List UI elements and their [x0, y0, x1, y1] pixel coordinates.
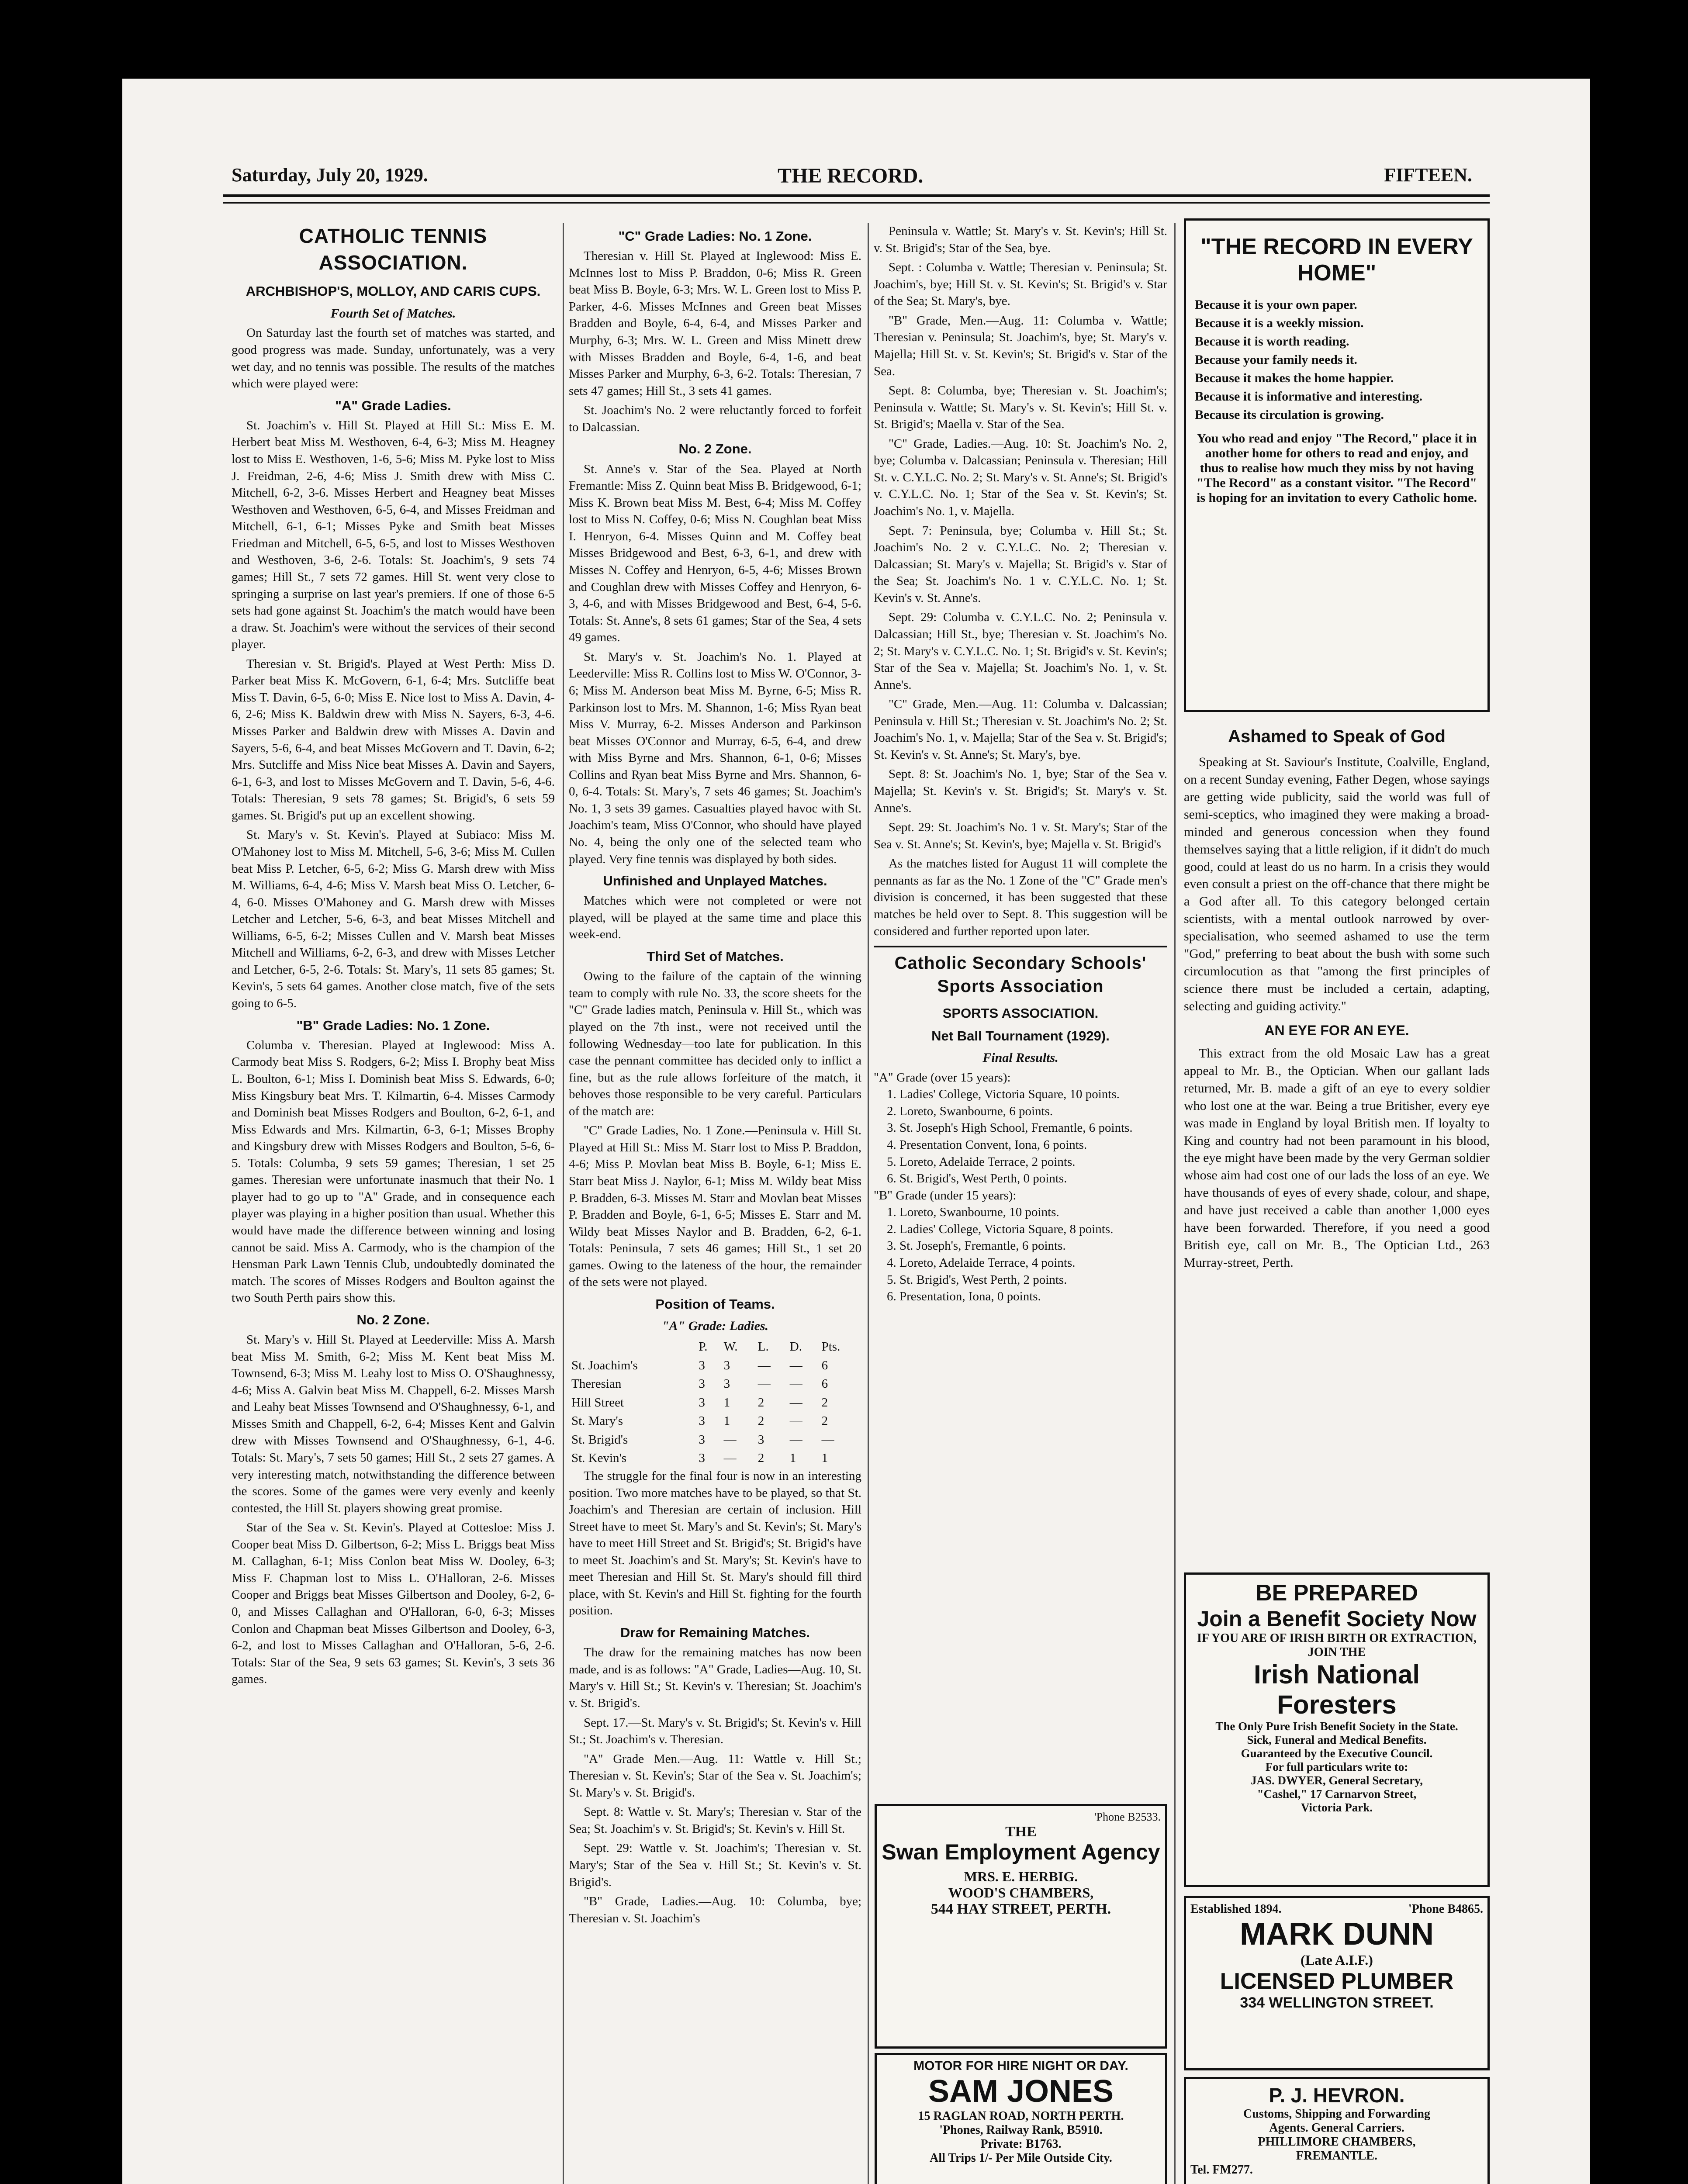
- paragraph: The draw for the remaining matches has now been made, and is as follows: "A" Grade, Ladies—Aug. 10, St. Mary's v. Hill St.; St. Kevin's v. Theresian; St. Joachim's v. St. Brigid's.: [569, 1645, 861, 1710]
- ad-text: Sick, Funeral and Medical Benefits.: [1247, 1733, 1427, 1746]
- ad-text: (Late A.I.F.): [1301, 1952, 1373, 1968]
- table-row: St. Mary's 3 1 2 — 2: [571, 1414, 828, 1428]
- table-row: Hill Street 3 1 2 — 2: [571, 1395, 828, 1410]
- list-item: 5. Loreto, Adelaide Terrace, 2 points.: [887, 1154, 1076, 1169]
- grade-b-results: [874, 1204, 1167, 1305]
- list-item: 1. Loreto, Swanbourne, 10 points.: [887, 1205, 1059, 1220]
- paragraph: Sept. : Columba v. Wattle; Theresian v. Peninsula; St. Joachim's, bye; Hill St. v. St. Kevin's; St. Brigid's v. Star of the Sea; St. Mary's, bye.: [874, 260, 1167, 308]
- standings-header: P. W. L. D. Pts.: [699, 1340, 841, 1354]
- paragraph: St. Joachim's No. 2 were reluctantly forced to forfeit to Dalcassian.: [569, 403, 861, 434]
- ad-text: Guaranteed by the Executive Council.: [1241, 1747, 1433, 1760]
- ad-text: JAS. DWYER, General Secretary,: [1251, 1774, 1423, 1787]
- hevron-ad: [1184, 2077, 1490, 2184]
- tournament-heading: Net Ball Tournament (1929).: [931, 1028, 1110, 1044]
- paragraph: Owing to the failure of the captain of the winning team to comply with rule No. 33, the score sheets for the "C" Grade ladies match, Peninsula v. Hill St., which was played on the 7th inst., were not received until the following Wednesday—too late for publication. In this case the pennant committee has decided only to inflict a fine, but as the rule allows forfeiture of the match, it behoves those responsible to be very careful. Particulars of the match are:: [569, 969, 861, 1118]
- column-3: [874, 223, 1167, 1305]
- standings-table: [569, 1337, 861, 1468]
- column-divider: [563, 223, 564, 2184]
- phone-number: 'Phone B2533.: [1094, 1811, 1161, 1823]
- association-subtitle: SPORTS ASSOCIATION.: [942, 1006, 1099, 1021]
- ad-title: P. J. HEVRON.: [1269, 2084, 1405, 2107]
- grade-heading: "B" Grade Ladies: No. 1 Zone.: [296, 1017, 490, 1033]
- sam-jones-ad: [875, 2053, 1167, 2184]
- ad-text: All Trips 1/- Per Mile Outside City.: [930, 2151, 1112, 2165]
- foresters-ad: [1184, 1572, 1490, 1887]
- promo-line: Because it makes the home happier.: [1195, 371, 1394, 385]
- list-item: 5. St. Brigid's, West Perth, 2 points.: [887, 1272, 1067, 1287]
- paragraph: Peninsula v. Wattle; St. Mary's v. St. Kevin's; Hill St. v. St. Brigid's; Star of the Sea, bye.: [874, 224, 1167, 255]
- paragraph: "C" Grade, Ladies.—Aug. 10: St. Joachim's No. 2, bye; Columba v. Dalcassian; Peninsula v. Theresian; Hill St. v. C.Y.L.C. No. 2; St. Mary's v. St. Anne's; St. Brigid's v. C.Y.L.C. No. 1; Star of the Sea v. St. Kevin's; St. Joachim's No. 1, v. Majella.: [874, 436, 1167, 518]
- article-title: AN EYE FOR AN EYE.: [1264, 1022, 1409, 1038]
- promo-appeal: You who read and enjoy "The Record," place it in another home for others to read and enjoy, and thus to realise how much they miss by not having "The Record" as a constant visitor. "The Record" is hoping for an invitation to every Catholic home.: [1196, 431, 1477, 505]
- paragraph: Columba v. Theresian. Played at Inglewood: Miss A. Carmody beat Miss S. Rodgers, 6-2; Miss I. Brophy beat Miss L. Boulton, 6-1; Miss I. Dominish beat Miss S. Edwards, 6-0; Miss Kingsbury beat Mrs. T. Kilmartin, 6-4. Misses Carmody and Dominish beat Misses Rodgers and Boulton, 6-2, 6-1, and Miss Edwards and Mrs. Kilmartin, 6-3, 6-1; Misses Brophy and Kingsbury drew with Misses Rodgers and Boulton, 5-6, 6-5. Totals: Columba, 9 sets 59 games; Theresian, 1 set 25 games. Theresian were unfortunate inasmuch that their No. 1 player had to go up to "A" Grade, and in consequence each player was playing in a higher position than usual. Whether this would have made the difference between winning and losing cannot be said. Miss A. Carmody, who is the champion of the Hensman Park Lawn Tennis Club, undoubtedly dominated the match. The scores of Misses Rodgers and Boulton against the two South Perth pairs show this.: [232, 1038, 555, 1305]
- ad-title: Irish National Foresters: [1253, 1660, 1420, 1719]
- issue-date: Saturday, July 20, 1929.: [232, 164, 428, 186]
- ad-text: FREMANTLE.: [1296, 2149, 1377, 2163]
- page-number: FIFTEEN.: [1384, 164, 1472, 186]
- paragraph: "C" Grade, Men.—Aug. 11: Columba v. Dalcassian; Peninsula v. Hill St.; Theresian v. St. Joachim's No. 2; St. Joachim's No. 1, v. Majella; Star of the Sea v. St. Brigid's; St. Kevin's v. St. Anne's; St. Mary's, bye.: [874, 697, 1167, 762]
- paragraph: St. Joachim's v. Hill St. Played at Hill St.: Miss E. M. Herbert beat Miss M. Westhoven, 6-4, 6-3; Miss M. Heagney lost to Miss E. Westhoven, 1-6, 5-6; Miss M. Pyke lost to Miss J. Freidman, 2-6, 4-6; Miss J. Smith drew with Miss C. Mitchell, 6-2, 3-6. Misses Herbert and Heagney beat Misses Westhoven and Westhoven, 6-5, 6-4, and Misses Freidman and Mitchell, 6-1, 6-1; Misses Pyke and Smith beat Misses Friedman and Mitchell, 6-5, 6-5, and lost to Misses Westhoven and Westhoven, 3-6, 2-6. Totals: St. Joachim's, 9 sets 74 games; Hill St., 7 sets 72 games. Hill St. went very close to springing a surprise on last year's premiers. If one of those 6-5 sets had gone against St. Joachim's the match would have been a draw. St. Joachim's were without the services of their second player.: [232, 418, 555, 652]
- divider: [874, 946, 1167, 947]
- ad-title: Swan Employment Agency: [882, 1840, 1160, 1864]
- grade-b-label: "B" Grade (under 15 years):: [874, 1188, 1017, 1203]
- column-1: [232, 223, 555, 1690]
- promo-line: Because it is worth reading.: [1195, 334, 1349, 349]
- promo-line: Because it is informative and interesting.: [1195, 389, 1423, 404]
- paragraph: St. Mary's v. St. Joachim's No. 1. Played at Leederville: Miss R. Collins lost to Miss W. O'Connor, 3-6; Miss M. Anderson beat Miss M. Byrne, 6-5; Miss R. Parkinson lost to Mrs. M. Shannon, 1-6; Miss Ryan beat Miss V. Murray, 6-2. Misses Anderson and Parkinson beat Misses O'Connor and Murray, 6-5, 6-4, and drew with Miss Byrne and Mrs. Shannon, 6-1, 0-6; Misses Collins and Ryan beat Miss Byrne and Mrs. Shannon, 6-0, 6-4. Totals: St. Mary's, 7 sets 46 games; St. Joachim's No. 1, 3 sets 39 games. Casualties played havoc with St. Joachim's team, Miss O'Connor, who should have played No. 4, being the only one of the selected team who played. Very fine tennis was displayed by both sides.: [569, 650, 861, 866]
- newspaper-page: [122, 79, 1590, 2184]
- paragraph: The struggle for the final four is now in an interesting position. Two more matches have to be played, so that St. Joachim's and Theresian are certain of inclusion. Hill Street have to meet St. Mary's and St. Kevin's; St. Mary's have to meet Hill Street and St. Brigid's; St. Brigid's have to meet St. Joachim's and St. Mary's; St. Kevin's have to meet Theresian and Hill St. St. Mary's should fill third place, with St. Kevin's and Hill St. fighting for the fourth position.: [569, 1469, 861, 1618]
- grade-a-results: [874, 1086, 1167, 1187]
- ad-title: LICENSED PLUMBER: [1220, 1969, 1454, 1994]
- list-item: 3. St. Joseph's, Fremantle, 6 points.: [887, 1239, 1066, 1253]
- list-item: 2. Ladies' College, Victoria Square, 8 points.: [887, 1222, 1114, 1236]
- list-item: 1. Ladies' College, Victoria Square, 10 points.: [887, 1087, 1120, 1102]
- article-subtitle: ARCHBISHOP'S, MOLLOY, AND CARIS CUPS.: [246, 283, 541, 299]
- table-row: St. Joachim's 3 3 — — 6: [571, 1358, 828, 1372]
- paragraph: "C" Grade Ladies, No. 1 Zone.—Peninsula v. Hill St. Played at Hill St.: Miss M. Starr lost to Miss P. Braddon, 4-6; Miss P. Movlan beat Miss B. Boyle, 6-1; Miss E. Starr beat Miss J. Naylor, 6-1; Miss M. Wildy beat Miss P. Bradden, 6-3. Misses M. Starr and Movlan beat Misses P. Bradden and Boyle, 6-1, 6-5; Misses E. Starr and M. Wildy beat Misses Naylor and B. Bradden, 6-2, 6-1. Totals: Peninsula, 7 sets 46 games; Hill St., 1 set 20 games. Owing to the lateness of the hour, the remainder of the sets were not played.: [569, 1123, 861, 1289]
- ad-text: IF YOU ARE OF IRISH BIRTH OR EXTRACTION, JOIN THE: [1197, 1631, 1477, 1659]
- ad-text: "Cashel," 17 Carnarvon Street,: [1257, 1787, 1417, 1800]
- record-promo-box: [1184, 218, 1490, 712]
- mark-dunn-ad: [1184, 1896, 1490, 2070]
- article-title: Ashamed to Speak of God: [1228, 727, 1446, 746]
- header-rule: [223, 194, 1490, 197]
- grade-heading: "A" Grade: Ladies.: [661, 1319, 769, 1334]
- paragraph: St. Mary's v. Hill St. Played at Leederville: Miss A. Marsh beat Miss M. Smith, 6-2; Miss M. Kent beat Miss M. Townsend, 6-3; Miss M. Leahy lost to Miss O. O'Shaughnessy, 4-6; Miss A. Galvin beat Miss M. Chappell, 6-2. Misses Marsh and Leahy beat Misses Townsend and O'Shaughnessy, 6-1, and Misses Smith and Chappell, 6-2, 6-4; Misses Kent and Galvin drew with Misses Townsend and O'Shaughnessy, 6-1, 4-6. Totals: St. Mary's, 7 sets 50 games; Hill St., 2 sets 27 games. A very interesting match, notwithstanding the difference between the scores. Some of the games were very evenly and keenly contested, the Hill St. players showing great promise.: [232, 1333, 555, 1515]
- association-title: Catholic Secondary Schools' Sports Association: [894, 954, 1147, 996]
- ad-text: Victoria Park.: [1301, 1801, 1373, 1814]
- paragraph: Sept. 29: Wattle v. St. Joachim's; Theresian v. St. Mary's; Star of the Sea v. Hill St.; St. Kevin's v. St. Brigid's.: [569, 1841, 861, 1889]
- paragraph: Sept. 29: St. Joachim's No. 1 v. St. Mary's; Star of the Sea v. St. Anne's; St. Kevin's, bye; Majella v. St. Brigid's: [874, 820, 1167, 851]
- section-heading: Fourth Set of Matches.: [330, 306, 456, 321]
- section-heading: Position of Teams.: [655, 1296, 775, 1312]
- paragraph: Sept. 17.—St. Mary's v. St. Brigid's; St. Kevin's v. Hill St.; St. Joachim's v. Theresian.: [569, 1715, 861, 1747]
- grade-a-label: "A" Grade (over 15 years):: [874, 1070, 1011, 1085]
- zone-heading: No. 2 Zone.: [678, 441, 752, 457]
- list-item: 2. Loreto, Swanbourne, 6 points.: [887, 1104, 1053, 1118]
- column-4: [1184, 725, 1490, 1274]
- ad-text: Established 1894.: [1190, 1902, 1282, 1916]
- list-item: 6. St. Brigid's, West Perth, 0 points.: [887, 1171, 1067, 1186]
- section-heading: Unfinished and Unplayed Matches.: [603, 873, 827, 889]
- column-divider: [1174, 223, 1176, 2184]
- ad-title: BE PREPARED: [1256, 1580, 1418, 1606]
- ad-text: The Only Pure Irish Benefit Society in the State.: [1215, 1720, 1458, 1733]
- column-2: [569, 223, 861, 1929]
- swan-agency-ad: [875, 1804, 1167, 2049]
- paragraph: As the matches listed for August 11 will complete the pennants as far as the No. 1 Zone of the "C" Grade men's division is concerned, it has been suggested that these matches be held over to Sept. 8. This suggestion will be considered and further reported upon later.: [874, 857, 1167, 938]
- paragraph: "A" Grade Men.—Aug. 11: Wattle v. Hill St.; Theresian v. St. Kevin's; Star of the Sea v. St. Joachim's; St. Mary's v. St. Brigid's.: [569, 1752, 861, 1800]
- table-row: St. Brigid's 3 — 3 — —: [571, 1432, 834, 1447]
- paragraph: "B" Grade, Men.—Aug. 11: Columba v. Wattle; Theresian v. Peninsula; St. Joachim's, bye; St. Mary's v. Majella; Hill St. v. St. Kevin's; St. Brigid's v. Star of the Sea.: [874, 313, 1167, 378]
- paragraph: On Saturday last the fourth set of matches was started, and good progress was made. Sunday, unfortunately, was a very wet day, and no tennis was possible. The results of the matches which were played were:: [232, 326, 555, 391]
- ad-text: Customs, Shipping and Forwarding: [1243, 2107, 1430, 2121]
- paragraph: "B" Grade, Ladies.—Aug. 10: Columba, bye; Theresian v. St. Joachim's: [569, 1894, 861, 1925]
- ad-text: Agents. General Carriers.: [1269, 2121, 1404, 2135]
- paragraph: St. Mary's v. St. Kevin's. Played at Subiaco: Miss M. O'Mahoney lost to Miss M. Mitchell, 5-6, 3-6; Miss M. Cullen beat Miss P. Letcher, 6-5, 6-2; Miss G. Marsh drew with Miss M. Williams, 6-4, 4-6; Miss V. Marsh beat Miss O. Letcher, 6-4, 6-0. Misses O'Mahoney and G. Marsh drew with Misses Letcher and Letcher, 5-6, 6-3, and beat Misses Mitchell and Williams, 6-5, 6-2; Misses Cullen and V. Marsh beat Misses Mitchell and Williams, 6-2, 6-3, and drew with Misses Letcher and Letcher, 6-5, 2-6. Totals: St. Mary's, 11 sets 85 games; St. Kevin's, 5 sets 64 games. Another close match, five of the sets going to 6-5.: [232, 828, 555, 1011]
- promo-line: Because it is your own paper.: [1195, 297, 1357, 312]
- list-item: 3. St. Joseph's High School, Fremantle, 6 points.: [887, 1121, 1133, 1135]
- list-item: 4. Loreto, Adelaide Terrace, 4 points.: [887, 1255, 1076, 1270]
- paragraph: Theresian v. Hill St. Played at Inglewood: Miss E. McInnes lost to Miss P. Braddon, 0-6; Miss R. Green beat Miss B. Boyle, 6-3; Mrs. W. L. Green lost to Miss P. Parker, 4-6. Misses McInnes and Green beat Misses Bradden and Boyle, 6-4, 6-4, and Misses Parker and Murphy, 6-3; Mrs. W. L. Green and Miss Minett drew with Misses Bradden and Boyle, 6-4, 1-6, and beat Misses Parker and Murphy, 6-3, 6-2. Totals: Theresian, 7 sets 47 games; Hill St., 3 sets 41 games.: [569, 249, 861, 398]
- article-title: CATHOLIC TENNIS ASSOCIATION.: [299, 225, 488, 274]
- list-item: 6. Presentation, Iona, 0 points.: [887, 1289, 1041, 1304]
- ad-title: Join a Benefit Society Now: [1197, 1607, 1477, 1631]
- ad-text: WOOD'S CHAMBERS,: [948, 1885, 1094, 1901]
- paper-name: THE RECORD.: [778, 164, 924, 187]
- promo-line: Because your family needs it.: [1195, 352, 1357, 367]
- paragraph: This extract from the old Mosaic Law has a great appeal to Mr. B., the Optician. When our gallant lads returned, Mr. B. made a gift of an eye to every soldier who lost one at the war. Being a true Britisher, every eye was made in England by loyal British men. If loyalty to King and country had not been paramount in his blood, the eye might have been made by the very German soldier whose aim had cost one of our lads the loss of an eye. We have thousands of eyes of every shade, colour, and shape, and have just received a cable than another 1,000 eyes have been forwarded. Therefore, if you need a good British eye, call on Mr. B., The Optician Ltd., 263 Murray-street, Perth.: [1184, 1046, 1490, 1270]
- promo-line: Because its circulation is growing.: [1195, 408, 1384, 422]
- phone-number: 'Phone B4865.: [1408, 1902, 1483, 1916]
- grade-heading: "C" Grade Ladies: No. 1 Zone.: [618, 228, 812, 244]
- paragraph: Matches which were not completed or were not played, will be played at the same time and place this week-end.: [569, 894, 861, 942]
- ad-text: PHILLIMORE CHAMBERS,: [1258, 2135, 1416, 2149]
- paragraph: Sept. 8: St. Joachim's No. 1, bye; Star of the Sea v. Majella; St. Kevin's v. St. Brigid's; St. Mary's v. St. Anne's.: [874, 767, 1167, 815]
- header-rule-thin: [223, 202, 1490, 204]
- ad-text: MOTOR FOR HIRE NIGHT OR DAY.: [913, 2059, 1128, 2073]
- ad-text: THE: [1005, 1824, 1037, 1840]
- ad-text: MRS. E. HERBIG.: [964, 1869, 1078, 1884]
- ad-text: 334 WELLINGTON STREET.: [1240, 1994, 1434, 2011]
- paragraph: Sept. 8: Wattle v. St. Mary's; Theresian v. Star of the Sea; St. Joachim's v. St. Brigid's; St. Kevin's v. Hill St.: [569, 1805, 861, 1836]
- paragraph: Sept. 29: Columba v. C.Y.L.C. No. 2; Peninsula v. Dalcassian; Hill St., bye; Theresian v. St. Joachim's No. 2; St. Mary's v. C.Y.L.C. No. 1; St. Brigid's v. St. Kevin's; Star of the Sea v. Majella; St. Joachim's No. 1, v. St. Anne's.: [874, 610, 1167, 692]
- paragraph: Speaking at St. Saviour's Institute, Coalville, England, on a recent Sunday evening, Father Degen, whose sayings are getting wide publicity, said the world was full of semi-sceptics, who imagined they were making a broad-minded and generous concession when they found themselves saying that a little religion, if it didn't do much good, could at least do us no harm. In a crisis they would even consult a priest on the off-chance that there might be a God after all. To this category belonged certain scientists, with a mental outlook narrowed by over-specialisation, who seemed ashamed to use the term "God," preferring to beat about the bush with some such circumlocution as that "among the first principles of science there must be included a certain, adapting, selecting and guiding activity.": [1184, 755, 1490, 1013]
- grade-heading: "A" Grade Ladies.: [335, 397, 451, 413]
- table-row: St. Kevin's 3 — 2 1 1: [571, 1451, 828, 1465]
- ad-title: SAM JONES: [928, 2074, 1114, 2109]
- list-item: 4. Presentation Convent, Iona, 6 points.: [887, 1138, 1087, 1152]
- table-row: Theresian 3 3 — — 6: [571, 1377, 828, 1391]
- section-heading: Third Set of Matches.: [647, 949, 784, 964]
- results-heading: Final Results.: [982, 1050, 1058, 1065]
- ad-text: Private: B1763.: [980, 2137, 1062, 2151]
- phone-number: Tel. FM277.: [1190, 2163, 1253, 2177]
- paragraph: Theresian v. St. Brigid's. Played at West Perth: Miss D. Parker beat Miss K. McGovern, 6-1, 6-4; Mrs. Sutcliffe beat Miss T. Davin, 6-5, 6-0; Miss E. Nice lost to Miss A. Davin, 4-6, 2-6; Miss K. Baldwin drew with Miss N. Sayers, 6-3, 4-6. Misses Parker and Baldwin drew with Misses A. Davin and Sayers, 5-6, 6-4, and beat Misses McGovern and T. Davin, 6-2; Mrs. Sutcliffe and Miss Nice beat Misses A. Davin and Sayers, 6-1, 6-3, and lost to Misses McGovern and T. Davin, 5-6, 4-6. Totals: Theresian, 9 sets 78 games; St. Brigid's, 6 sets 59 games. St. Brigid's put up an excellent showing.: [232, 657, 555, 822]
- ad-title: MARK DUNN: [1240, 1917, 1434, 1952]
- ad-text: 'Phones, Railway Rank, B5910.: [939, 2123, 1103, 2137]
- section-heading: Draw for Remaining Matches.: [620, 1625, 810, 1641]
- paragraph: Sept. 8: Columba, bye; Theresian v. St. Joachim's; Peninsula v. Wattle; St. Mary's v. St. Kevin's; Hill St. v. St. Brigid's; Maella v. Star of the Sea.: [874, 384, 1167, 432]
- ad-text: 15 RAGLAN ROAD, NORTH PERTH.: [918, 2109, 1124, 2123]
- zone-heading: No. 2 Zone.: [356, 1312, 430, 1327]
- column-divider: [868, 223, 869, 2184]
- promo-title: "THE RECORD IN EVERY HOME": [1200, 234, 1473, 286]
- ad-text: For full particulars write to:: [1265, 1760, 1408, 1773]
- ad-text: 544 HAY STREET, PERTH.: [930, 1901, 1111, 1917]
- paragraph: Sept. 7: Peninsula, bye; Columba v. Hill St.; St. Joachim's No. 2 v. C.Y.L.C. No. 2; Theresian v. Dalcassian; St. Mary's v. Majella; St. Brigid's v. Star of the Sea; St. Joachim's No. 1 v. C.Y.L.C. No. 1; St. Kevin's v. St. Anne's.: [874, 523, 1167, 605]
- paragraph: Star of the Sea v. St. Kevin's. Played at Cottesloe: Miss J. Cooper beat Miss D. Gilbertson, 6-2; Miss L. Briggs beat Miss M. Callaghan, 6-1; Miss Conlon beat Miss W. Dooley, 6-3; Miss F. Chapman lost to Miss L. O'Halloran, 2-6. Misses Cooper and Briggs beat Misses Gilbertson and Dooley, 6-2, 6-0, and Misses Callaghan and O'Halloran, 6-0, 6-3; Misses Conlon and Chapman beat Misses Gilbertson and Dooley, 6-3, 6-2, and lost to Misses Callaghan and O'Halloran, 5-6, 2-6. Totals: Star of the Sea, 9 sets 63 games; St. Kevin's, 3 sets 36 games.: [232, 1521, 555, 1686]
- paragraph: St. Anne's v. Star of the Sea. Played at North Fremantle: Miss Z. Quinn beat Miss B. Bridgewood, 6-1; Miss K. Brown beat Miss M. Best, 6-4; Miss M. Coffey lost to Miss N. Coffey, 0-6; Miss N. Coughlan beat Miss I. Henryon, 6-4. Misses Quinn and M. Coffey beat Misses Bridgewood and Best, 6-3, 6-1, and drew with Misses N. Coffey and Henryon, 6-5, 4-6; Misses Brown and Coughlan drew with Misses Coffey and Henryon, 6-3, 4-6, and with Misses Bridgewood and Best, 6-4, 5-6. Totals: St. Anne's, 8 sets 61 games; Star of the Sea, 4 sets 49 games.: [569, 462, 861, 645]
- promo-line: Because it is a weekly mission.: [1195, 316, 1364, 330]
